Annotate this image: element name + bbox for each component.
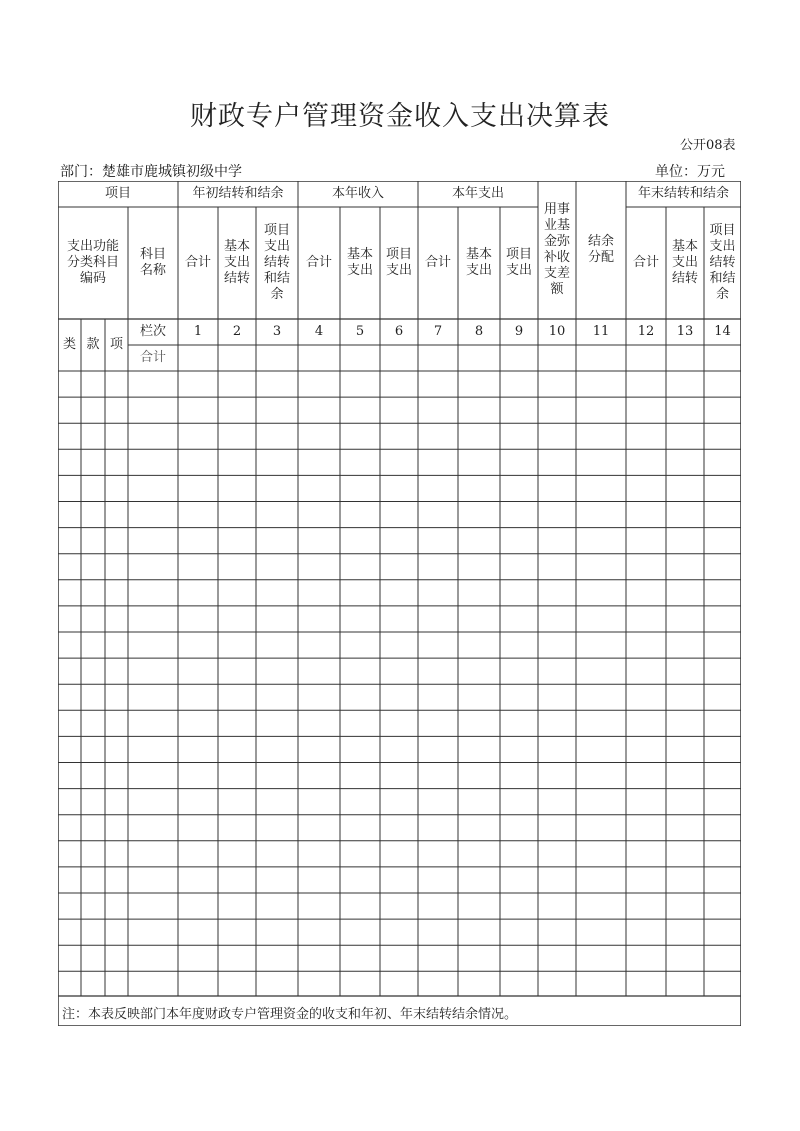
- label-lanci: 栏次: [139, 324, 166, 339]
- subheader-expense-basic: [458, 207, 500, 319]
- subheader-begin-basic-text: 基本支出结转: [223, 239, 250, 286]
- header-end-group: 年末结转和结余: [637, 186, 729, 201]
- column-number: 4: [314, 324, 324, 339]
- subheader-income-total: 合计: [305, 255, 332, 270]
- label-lei: 类: [62, 337, 76, 352]
- column-number: 10: [548, 324, 566, 339]
- header-begin-group: 年初结转和结余: [192, 186, 284, 201]
- subheader-begin-basic: [218, 207, 256, 319]
- column-number: 6: [394, 324, 404, 339]
- header-fund-gap: [538, 181, 576, 319]
- label-total-row: 合计: [139, 350, 166, 365]
- column-number: 2: [232, 324, 242, 339]
- column-number: 1: [193, 324, 203, 339]
- subheader-income-project-text: 项目支出: [385, 247, 412, 278]
- subheader-end-total: 合计: [632, 255, 659, 270]
- subheader-expense-project: [500, 207, 538, 319]
- page-title: 财政专户管理资金收入支出决算表: [190, 101, 610, 132]
- subheader-end-basic: [666, 207, 704, 319]
- column-number: 13: [676, 324, 694, 339]
- subheader-end-project-text: 项目支出结转和结余: [709, 223, 736, 302]
- column-number: 8: [474, 324, 484, 339]
- label-xiang: 项: [109, 337, 123, 352]
- column-number: 11: [592, 324, 610, 339]
- subheader-income-basic-text: 基本支出: [346, 247, 373, 278]
- column-number: 9: [514, 324, 524, 339]
- column-number: 5: [355, 324, 365, 339]
- subheader-expense-project-text: 项目支出: [505, 247, 532, 278]
- column-number: 14: [714, 324, 731, 339]
- subheader-end-project: [704, 207, 741, 319]
- subheader-income-basic: [340, 207, 380, 319]
- header-income-group: 本年收入: [331, 186, 384, 201]
- subheader-expense-basic-text: 基本支出: [465, 247, 492, 278]
- header-subject-name: [128, 207, 178, 319]
- footnote-text: 注：本表反映部门本年度财政专户管理资金的收支和年初、年末结转结余情况。: [62, 1007, 518, 1022]
- header-project: 项目: [104, 186, 131, 201]
- department-label: 部门：楚雄市鹿城镇初级中学: [60, 164, 242, 180]
- label-kuan: 款: [86, 337, 100, 352]
- header-subject-name-text: 科目名称: [139, 247, 166, 278]
- header-expense-group: 本年支出: [451, 186, 504, 201]
- header-surplus-dist-text: 结余分配: [587, 234, 614, 265]
- header-func-code-text: 支出功能分类科目编码: [66, 239, 119, 286]
- column-number: 7: [433, 324, 443, 339]
- subheader-begin-total: 合计: [184, 255, 211, 270]
- header-surplus-dist: [576, 181, 626, 319]
- unit-label: 单位：万元: [655, 164, 725, 180]
- column-number: 12: [637, 324, 655, 339]
- subheader-end-basic-text: 基本支出结转: [671, 239, 698, 286]
- report-table: [58, 181, 741, 1026]
- subheader-income-project: [380, 207, 418, 319]
- subheader-begin-project-text: 项目支出结转和结余: [263, 223, 290, 302]
- form-number: 公开08表: [680, 138, 736, 153]
- header-fund-gap-text: 用事业基金弥补收支差额: [543, 202, 570, 297]
- column-number: 3: [272, 324, 282, 339]
- header-func-code: [58, 207, 128, 319]
- subheader-expense-total: 合计: [424, 255, 451, 270]
- subheader-begin-project: [256, 207, 298, 319]
